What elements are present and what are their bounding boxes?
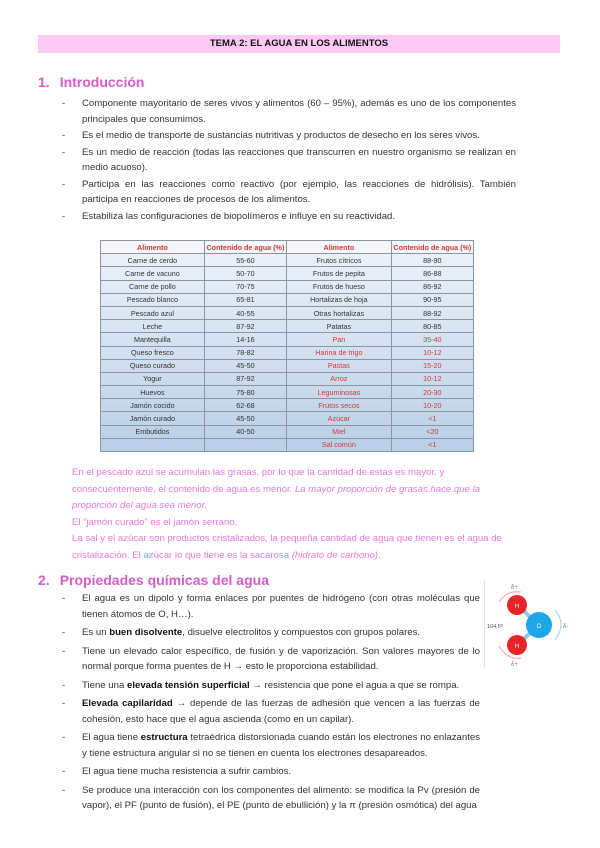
table-cell: 15-20 bbox=[391, 359, 473, 372]
note-paragraph-3: La sal y el azúcar son productos cristalizados, la pequeña cantidad de agua que tienen es el agua de cristalización. El azúcar lo que tiene es la sacarosa (hidrato de carbono). bbox=[72, 533, 502, 561]
table-cell: Embutidos bbox=[101, 425, 205, 438]
table-header-row bbox=[101, 241, 474, 254]
table-row bbox=[101, 333, 474, 346]
table-cell: 45-50 bbox=[204, 412, 286, 425]
table-cell: 62-68 bbox=[204, 399, 286, 412]
table-cell: 40-50 bbox=[204, 425, 286, 438]
intro-bullet-list bbox=[62, 96, 516, 225]
table-row bbox=[101, 359, 474, 372]
svg-text:O: O bbox=[536, 624, 542, 630]
table-row bbox=[101, 399, 474, 412]
section-heading-introduccion: 1. Introducción bbox=[38, 74, 145, 90]
table-cell: Frutos cítricos bbox=[287, 254, 392, 267]
table-cell: 10-20 bbox=[391, 399, 473, 412]
note-paragraph-1: En el pescado azul se acumulan las grasas, por lo que la cantidad de estas es mayor, y consecuentemente, el contenido de agua es menor. La mayor proporción de grasas hace que la proporción del agua sea menor. bbox=[72, 467, 481, 511]
table-cell: 88-92 bbox=[391, 306, 473, 319]
property-bullet-item: - El agua tiene estructura tetraédrica distorsionada cuando están los electrones no enlazantes y tiene estructura angular si no se tienen en cuenta los electrones desapareados. bbox=[62, 732, 480, 759]
table-cell: 88-90 bbox=[391, 254, 473, 267]
table-cell: Queso fresco bbox=[101, 346, 205, 359]
table-row bbox=[101, 412, 474, 425]
svg-text:H: H bbox=[514, 644, 520, 650]
table-cell: 87-92 bbox=[204, 372, 286, 385]
table-cell: 40-55 bbox=[204, 306, 286, 319]
table-cell: 86-92 bbox=[391, 280, 473, 293]
table-cell: 20-30 bbox=[391, 386, 473, 399]
table-cell: Azúcar bbox=[287, 412, 392, 425]
table-cell: Jamón curado bbox=[101, 412, 205, 425]
table-row bbox=[101, 267, 474, 280]
property-bullet-item: - Elevada capilaridad → depende de las fuerzas de adhesión que vencen a las fuerzas de cohesión, esto hace que el agua ascienda (como en un capilar). bbox=[62, 698, 480, 725]
svg-text:δ+: δ+ bbox=[511, 585, 518, 591]
table-cell: 70-75 bbox=[204, 280, 286, 293]
water-molecule-diagram bbox=[484, 580, 576, 668]
note-paragraph-2: El “jamón curado” es el jamón serrano. bbox=[72, 516, 238, 528]
svg-text:104,5º: 104,5º bbox=[487, 624, 503, 630]
table-cell: 78-82 bbox=[204, 346, 286, 359]
property-bullet-item: - Se produce una interacción con los componentes del alimento: se modifica la Pv (presión de vapor), el PF (punto de fusión), el PE (punto de ebullición) y la π (presión osmótica) del agua bbox=[62, 784, 480, 811]
table-cell: Huevos bbox=[101, 386, 205, 399]
column-header: Alimento bbox=[101, 241, 205, 254]
table-cell: <1 bbox=[391, 412, 473, 425]
table-cell: <1 bbox=[391, 438, 473, 451]
svg-text:δ-: δ- bbox=[563, 624, 569, 630]
table-row bbox=[101, 293, 474, 306]
property-bullet-item: - Tiene un elevado calor específico, de fusión y de vaporización. Son valores mayores de lo normal porque forma puentes de H → esto le proporciona estabilidad. bbox=[62, 645, 480, 672]
table-cell: Queso curado bbox=[101, 359, 205, 372]
table-row bbox=[101, 254, 474, 267]
table-row bbox=[101, 306, 474, 319]
intro-bullet-item: - Estabiliza las configuraciones de biopolímeros e influye en su reactividad. bbox=[62, 210, 396, 222]
table-cell: Pan bbox=[287, 333, 392, 346]
table-cell: Arroz bbox=[287, 372, 392, 385]
table-cell: 14-16 bbox=[204, 333, 286, 346]
intro-bullet-item: - Es el medio de transporte de sustancias nutritivas y productos de desecho en los seres vivos. bbox=[62, 130, 480, 141]
table-row bbox=[101, 372, 474, 385]
table-cell: Carne de cerdo bbox=[101, 254, 205, 267]
property-bullet-item: - El agua es un dipolo y forma enlaces por puentes de hidrógeno (con otras moléculas que tienen átomos de O, H…). bbox=[62, 593, 480, 620]
intro-bullet-item: - Componente mayoritario de seres vivos y alimentos (60 – 95%), además es uno de los componentes principales que consumimos. bbox=[62, 98, 516, 125]
column-header: Contenido de agua (%) bbox=[391, 241, 473, 254]
intro-bullet-item: - Es un medio de reacción (todas las reacciones que transcurren en nuestro organismo se realizan en medio acuoso). bbox=[62, 146, 516, 173]
table-cell: Carne de pollo bbox=[101, 280, 205, 293]
table-row bbox=[101, 280, 474, 293]
water-molecule-icon bbox=[485, 580, 577, 668]
property-bullet-item: - Es un buen disolvente, disuelve electrolitos y compuestos con grupos polares. bbox=[62, 627, 421, 638]
table-row bbox=[101, 320, 474, 333]
table-cell: Frutos de hueso bbox=[287, 280, 392, 293]
table-cell: Mantequilla bbox=[101, 333, 205, 346]
document-title: TEMA 2: EL AGUA EN LOS ALIMENTOS bbox=[38, 35, 560, 53]
section-heading-propiedades: 2. Propiedades químicas del agua bbox=[38, 572, 269, 588]
column-header: Contenido de agua (%) bbox=[204, 241, 286, 254]
table-cell: Leche bbox=[101, 320, 205, 333]
table-cell: 75-80 bbox=[204, 386, 286, 399]
table-cell: Yogur bbox=[101, 372, 205, 385]
table-cell: Hortalizas de hoja bbox=[287, 293, 392, 306]
svg-text:H: H bbox=[514, 604, 520, 610]
table-row bbox=[101, 438, 474, 451]
table-cell: Miel bbox=[287, 425, 392, 438]
table-cell: Harina de trigo bbox=[287, 346, 392, 359]
water-content-table bbox=[100, 240, 474, 452]
table-cell: 35-40 bbox=[391, 333, 473, 346]
table-cell: 10-12 bbox=[391, 346, 473, 359]
table-row bbox=[101, 425, 474, 438]
column-header: Alimento bbox=[287, 241, 392, 254]
intro-bullet-item: - Participa en las reacciones como reactivo (por ejemplo, las reacciones de hidrólisis). También participa en reacciones de procesos de los alimentos. bbox=[62, 178, 516, 205]
table-cell: 87-92 bbox=[204, 320, 286, 333]
property-bullet-item: - El agua tiene mucha resistencia a sufrir cambios. bbox=[62, 766, 292, 777]
table-cell: 45-50 bbox=[204, 359, 286, 372]
pink-note bbox=[72, 465, 522, 564]
table-cell: Sal común bbox=[287, 438, 392, 451]
property-bullet-item: - Tiene una elevada tensión superficial → resistencia que pone el agua a que se rompa. bbox=[62, 679, 460, 691]
table-cell: Otras hortalizas bbox=[287, 306, 392, 319]
table-cell bbox=[204, 438, 286, 451]
table-cell: 50-70 bbox=[204, 267, 286, 280]
table-cell: Pescado blanco bbox=[101, 293, 205, 306]
table-cell: Frutos de pepita bbox=[287, 267, 392, 280]
svg-text:δ+: δ+ bbox=[511, 662, 518, 668]
table-cell bbox=[101, 438, 205, 451]
table-row bbox=[101, 346, 474, 359]
table-cell: <20 bbox=[391, 425, 473, 438]
table-cell: Patatas bbox=[287, 320, 392, 333]
table-cell: Frutos secos bbox=[287, 399, 392, 412]
table-cell: Leguminosas bbox=[287, 386, 392, 399]
table-cell: 55-60 bbox=[204, 254, 286, 267]
table-cell: Carne de vacuno bbox=[101, 267, 205, 280]
table-cell: Pescado azul bbox=[101, 306, 205, 319]
table-cell: 86-88 bbox=[391, 267, 473, 280]
table-cell: Pastas bbox=[287, 359, 392, 372]
table-cell: Jamón cocido bbox=[101, 399, 205, 412]
table-cell: 10-12 bbox=[391, 372, 473, 385]
table-cell: 90-95 bbox=[391, 293, 473, 306]
table-row bbox=[101, 386, 474, 399]
properties-bullet-list bbox=[62, 591, 480, 817]
table-cell: 65-81 bbox=[204, 293, 286, 306]
table-cell: 80-85 bbox=[391, 320, 473, 333]
